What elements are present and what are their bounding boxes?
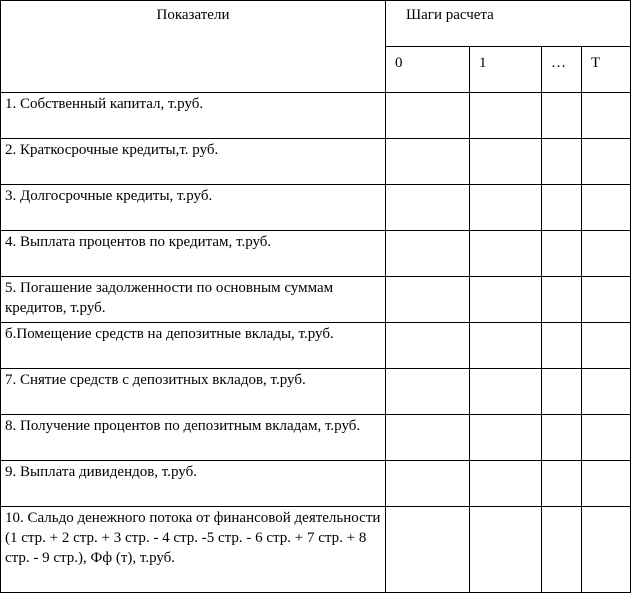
value-cell — [470, 185, 542, 231]
value-cell — [386, 415, 470, 461]
value-cell — [386, 231, 470, 277]
value-cell — [582, 323, 631, 369]
value-cell — [386, 461, 470, 507]
value-cell — [470, 507, 542, 593]
table-row — [1, 277, 631, 323]
value-cell — [386, 93, 470, 139]
indicator-label: 8. Получение процентов по депозитным вкладам, т.руб. — [1, 415, 386, 461]
value-cell — [582, 185, 631, 231]
value-cell — [542, 93, 582, 139]
value-cell — [386, 369, 470, 415]
table-row — [1, 185, 631, 231]
value-cell — [470, 323, 542, 369]
indicator-label: 5. Погашение задолженности по основным суммам кредитов, т.руб. — [1, 277, 386, 323]
value-cell — [542, 277, 582, 323]
indicator-label: 1. Собственный капитал, т.руб. — [1, 93, 386, 139]
indicator-label: 4. Выплата процентов по кредитам, т.руб. — [1, 231, 386, 277]
table-row — [1, 507, 631, 593]
value-cell — [582, 139, 631, 185]
value-cell — [582, 277, 631, 323]
value-cell — [542, 415, 582, 461]
value-cell — [582, 93, 631, 139]
step-header-t: T — [582, 47, 631, 93]
table-row — [1, 323, 631, 369]
table-row — [1, 415, 631, 461]
value-cell — [582, 461, 631, 507]
value-cell — [542, 507, 582, 593]
step-header-1: 1 — [470, 47, 542, 93]
indicator-label: 7. Снятие средств с депозитных вкладов, т.руб. — [1, 369, 386, 415]
value-cell — [542, 231, 582, 277]
value-cell — [542, 369, 582, 415]
value-cell — [386, 277, 470, 323]
value-cell — [470, 93, 542, 139]
step-header-ellipsis: … — [542, 47, 582, 93]
value-cell — [470, 139, 542, 185]
value-cell — [470, 369, 542, 415]
header-steps: Шаги расчета — [386, 1, 631, 47]
value-cell — [542, 461, 582, 507]
indicator-label: б.Помещение средств на депозитные вклады, т.руб. — [1, 323, 386, 369]
value-cell — [542, 139, 582, 185]
value-cell — [470, 461, 542, 507]
value-cell — [470, 277, 542, 323]
header-indicators: Показатели — [1, 1, 386, 93]
value-cell — [582, 369, 631, 415]
table-row — [1, 369, 631, 415]
value-cell — [386, 139, 470, 185]
indicator-label: 2. Краткосрочные кредиты,т. руб. — [1, 139, 386, 185]
value-cell — [582, 231, 631, 277]
value-cell — [386, 323, 470, 369]
value-cell — [386, 185, 470, 231]
table-row — [1, 93, 631, 139]
value-cell — [386, 507, 470, 593]
table-row — [1, 139, 631, 185]
table-row — [1, 461, 631, 507]
value-cell — [582, 507, 631, 593]
value-cell — [542, 323, 582, 369]
value-cell — [470, 231, 542, 277]
table-row — [1, 231, 631, 277]
indicator-label: 10. Сальдо денежного потока от финансовой деятельности (1 стр. + 2 стр. + 3 стр. - 4 стр. -5 стр. - 6 стр. + 7 стр. + 8 стр. - 9 стр.), Фф (т), т.руб. — [1, 507, 386, 593]
indicator-label: 3. Долгосрочные кредиты, т.руб. — [1, 185, 386, 231]
indicator-label: 9. Выплата дивидендов, т.руб. — [1, 461, 386, 507]
value-cell — [470, 415, 542, 461]
value-cell — [582, 415, 631, 461]
step-header-0: 0 — [386, 47, 470, 93]
value-cell — [542, 185, 582, 231]
